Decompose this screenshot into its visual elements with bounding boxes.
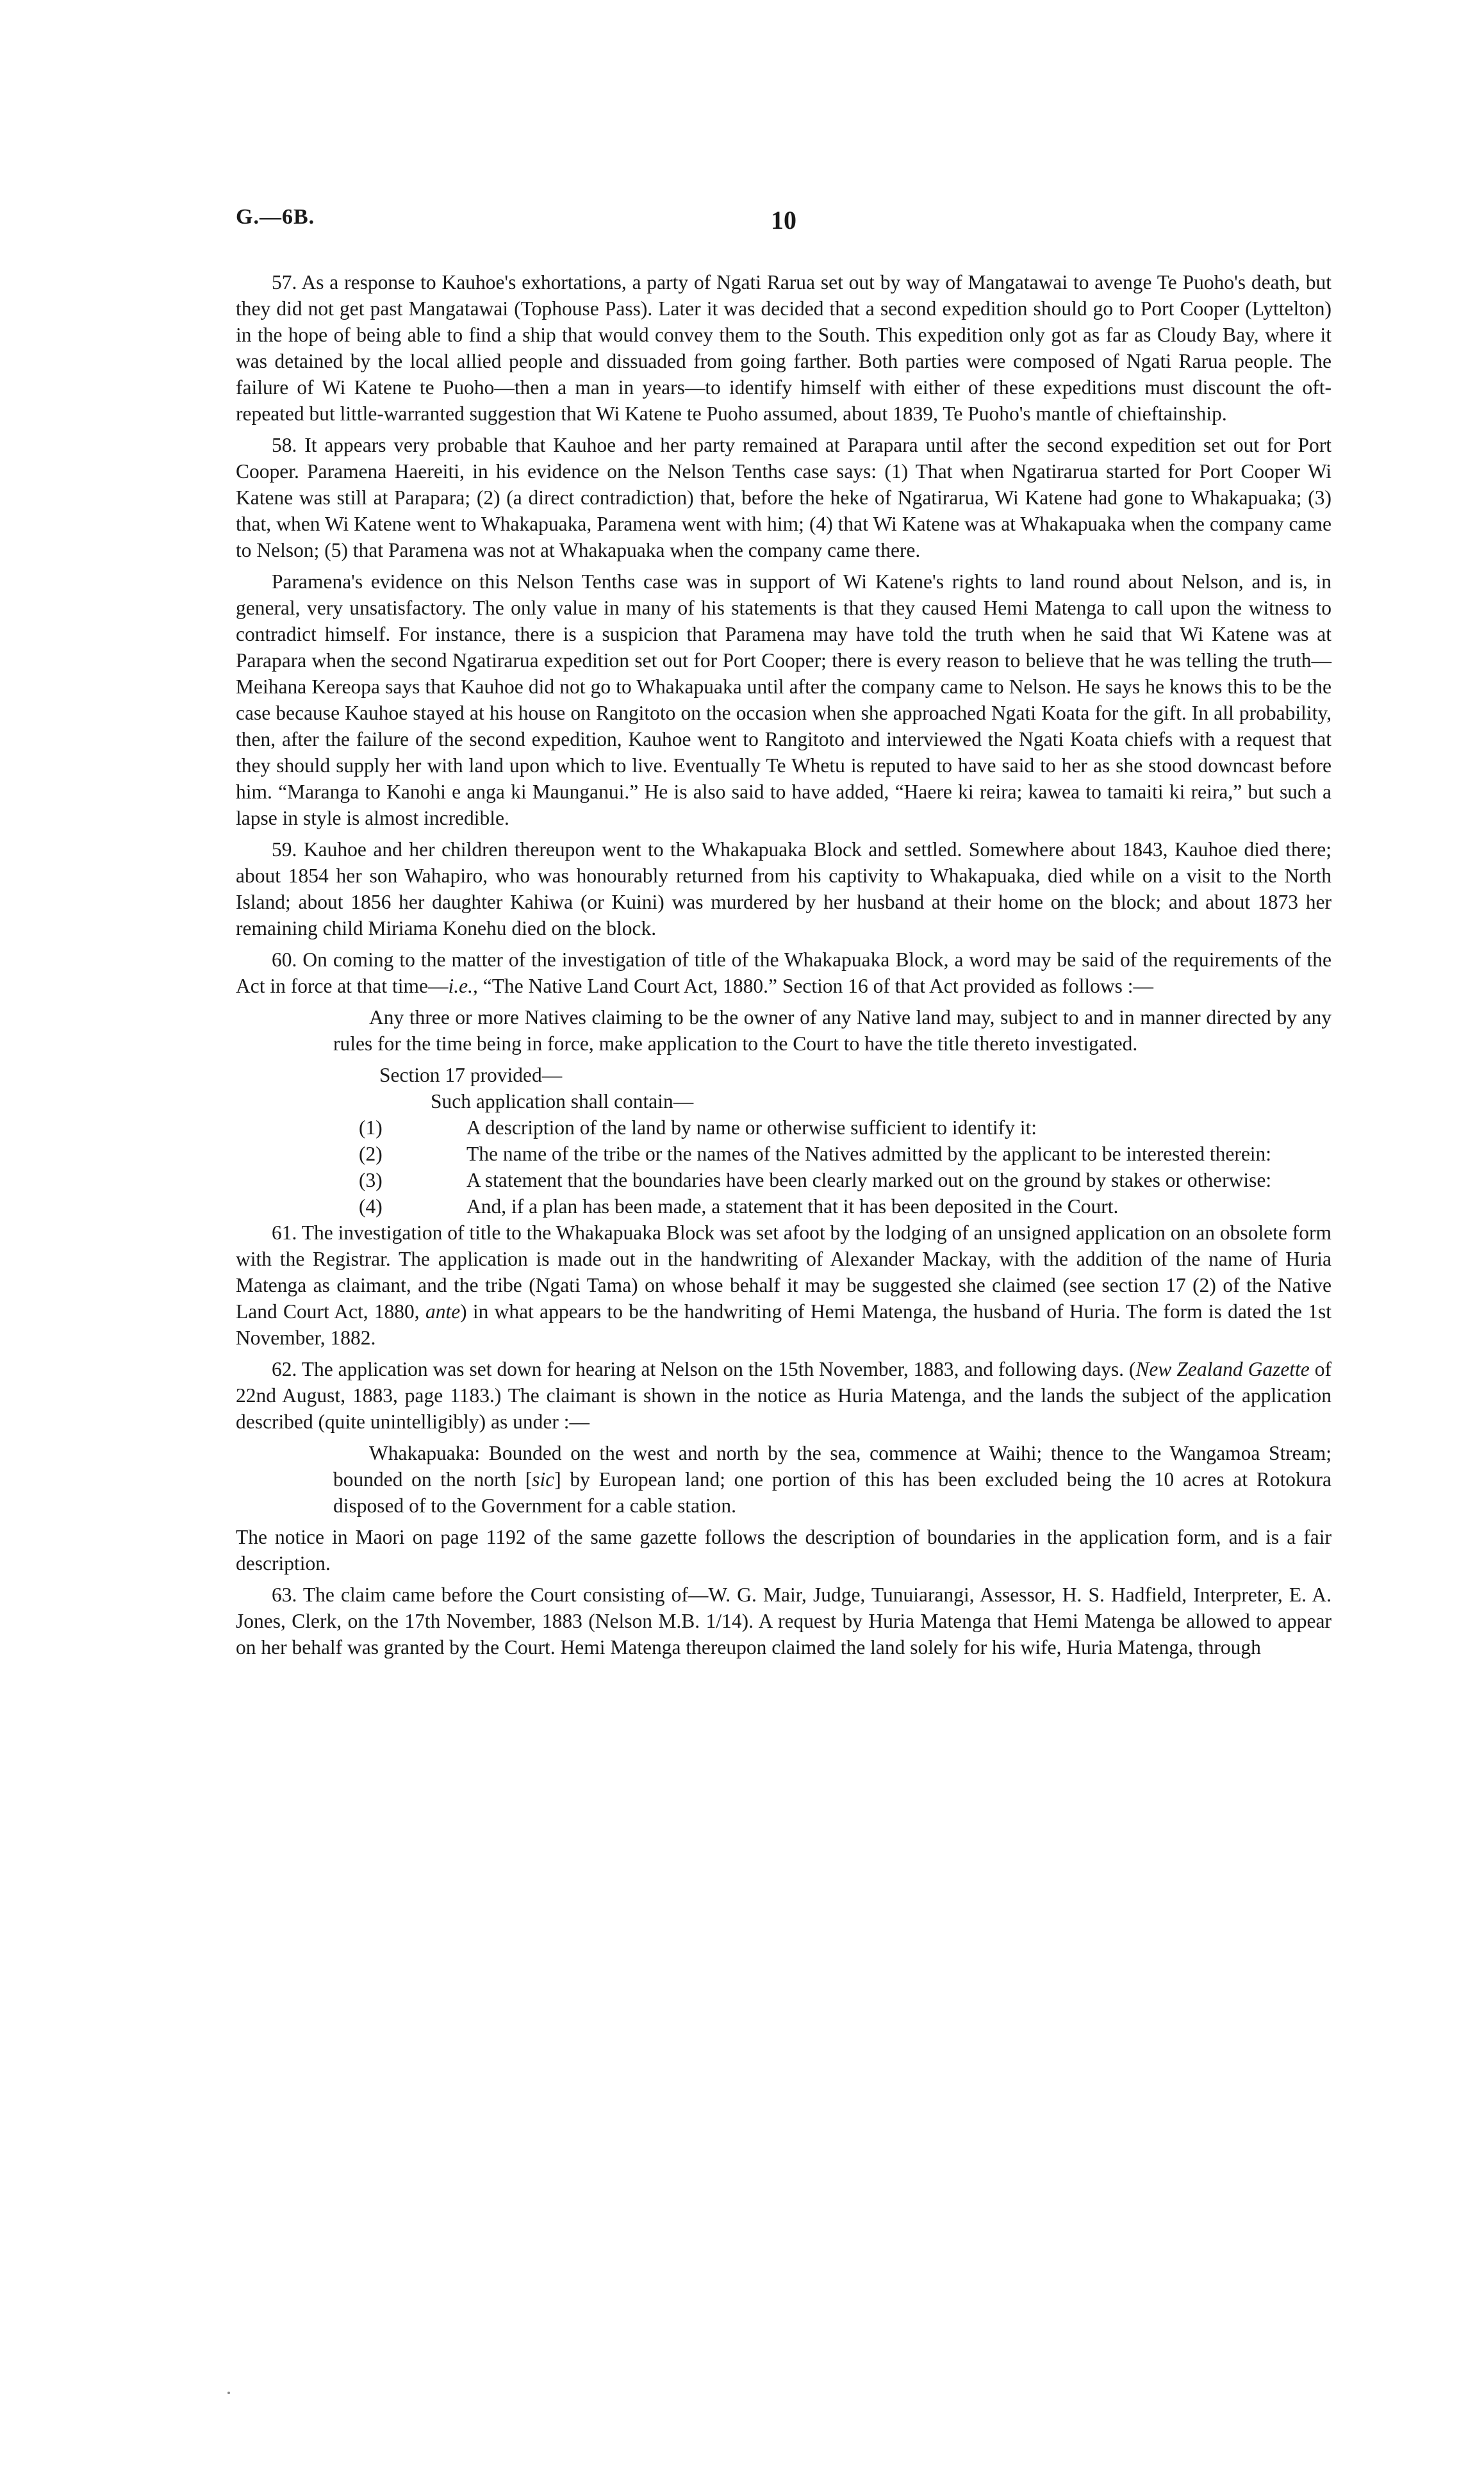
document-page bbox=[236, 205, 1331, 1666]
paragraph-57: 57. As a response to Kauhoe's exhortations, a party of Ngati Rarua set out by way of Mangatawai to avenge Te Puoho's death, but they did not get past Mangatawai (Tophouse Pass). Later it was decided that a second expedition should go to Port Cooper (Lyttelton) in the hope of being able to find a ship that would convey them to the South. This expedition only got as far as Cloudy Bay, where it was detained by the local allied people and dissuaded from going farther. Both parties were composed of Ngati Rarua people. The failure of Wi Katene te Puoho—then a man in years—to identify himself with either of these expeditions must discount the oft-repeated but little-warranted suggestion that Wi Katene te Puoho assumed, about 1839, Te Puoho's mantle of chieftainship. bbox=[236, 271, 1331, 425]
list-item-number: (4) bbox=[359, 1195, 383, 1218]
paragraph-62-text: 62. The application was set down for hearing at Nelson on the 15th November, 1883, and following days. ( bbox=[272, 1358, 1136, 1380]
section-17-list bbox=[236, 1114, 1331, 1220]
gazette-quote-text: Whakapuaka: Bounded on the west and north by the sea, commence at Waihi; thence to the Wangamoa Stream; bounded on the north [ bbox=[333, 1442, 1331, 1491]
list-item bbox=[359, 1141, 1331, 1167]
paragraph-62-continued: The notice in Maori on page 1192 of the same gazette follows the description of boundaries in the application form, and is a fair description. bbox=[236, 1526, 1331, 1575]
paragraph-62-text-end: of 22nd August, 1883, page 1183.) The claimant is shown in the notice as Huria Matenga, and the lands the subject of the application described (quite unintelligibly) as under :— bbox=[236, 1358, 1331, 1433]
list-item-text: A statement that the boundaries have been clearly marked out on the ground by stakes or otherwise: bbox=[466, 1169, 1272, 1191]
page-header bbox=[236, 205, 1331, 244]
paragraph-61 bbox=[236, 1220, 1331, 1351]
list-item bbox=[359, 1167, 1331, 1193]
list-item-number: (1) bbox=[359, 1116, 383, 1139]
paragraph-63: 63. The claim came before the Court consisting of—W. G. Mair, Judge, Tunuiarangi, Assessor, H. S. Hadfield, Interpreter, E. A. Jones, Clerk, on the 17th November, 1883 (Nelson M.B. 1/14). A request by Huria Matenga that Hemi Matenga be allowed to appear on her behalf was granted by the Court. Hemi Matenga thereupon claimed the land solely for his wife, Huria Matenga, through bbox=[236, 1584, 1331, 1658]
paragraph-62 bbox=[236, 1356, 1331, 1435]
list-item-text: A description of the land by name or otherwise sufficient to identify it: bbox=[466, 1116, 1037, 1139]
page-number: 10 bbox=[771, 206, 796, 235]
document-reference: G.—6B. bbox=[236, 205, 315, 229]
paragraph-60-text-end: “The Native Land Court Act, 1880.” Section 16 of that Act provided as follows :— bbox=[477, 975, 1154, 997]
list-item-text: And, if a plan has been made, a statement that it has been deposited in the Court. bbox=[466, 1195, 1119, 1218]
paragraph-61-ante: ante bbox=[425, 1300, 461, 1323]
paragraph-62-gazette: New Zealand Gazette bbox=[1135, 1358, 1310, 1380]
paragraph-58: 58. It appears very probable that Kauhoe and her party remained at Parapara until after the second expedition set out for Port Cooper. Paramena Haereiti, in his evidence on the Nelson Tenths case says: (1) That when Ngatirarua started for Port Cooper Wi Katene was still at Parapara; (2) (a direct contradiction) that, before the heke of Ngatirarua, Wi Katene had gone to Whakapuaka; (3) that, when Wi Katene went to Whakapuaka, Paramena went with him; (4) that Wi Katene was at Whakapuaka when the company came to Nelson; (5) that Paramena was not at Whakapuaka when the company came there. bbox=[236, 434, 1331, 561]
paragraph-61-text-end: ) in what appears to be the handwriting of Hemi Matenga, the husband of Huria. The form is dated the 1st November, 1882. bbox=[236, 1300, 1332, 1349]
section-16-quote: Any three or more Natives claiming to be the owner of any Native land may, subject to and in manner directed by any rules for the time being in force, make application to the Court to have the title thereto investigated. bbox=[333, 1006, 1331, 1055]
list-item-text: The name of the tribe or the names of the Natives admitted by the applicant to be interested therein: bbox=[466, 1143, 1272, 1165]
scan-speck bbox=[227, 2392, 230, 2394]
paragraph-58-continued: Paramena's evidence on this Nelson Tenths case was in support of Wi Katene's rights to land round about Nelson, and is, in general, very unsatisfactory. The only value in many of his statements is that they caused Hemi Matenga to call upon the witness to contradict himself. For instance, there is a suspicion that Paramena may have told the truth when he said that Wi Katene was at Parapara when the second Ngatirarua expedition set out for Port Cooper; there is every reason to believe that he was telling the truth—Meihana Kereopa says that Kauhoe did not go to Whakapuaka until after the company came to Nelson. He says he knows this to be the case because Kauhoe stayed at his house on Rangitoto on the occasion when she approached Ngati Koata for the gift. In all probability, then, after the failure of the second expedition, Kauhoe went to Rangitoto and interviewed the Ngati Koata chiefs with a request that they should supply her with land upon which to live. Eventually Te Whetu is reputed to have said to her as she stood downcast before him. “Maranga to Kanohi e anga ki Maunganui.” He is also said to have added, “Haere ki reira; kawea to tamaiti ki reira,” but such a lapse in style is almost incredible. bbox=[236, 570, 1331, 829]
paragraph-60-text: 60. On coming to the matter of the investigation of title of the Whakapuaka Block, a word may be said of the requirements of the Act in force at that time— bbox=[236, 948, 1331, 997]
paragraph-61-text: 61. The investigation of title to the Whakapuaka Block was set afoot by the lodging of an unsigned application on an obsolete form with the Registrar. The application is made out in the handwriting of Alexander Mackay, with the addition of the name of Huria Matenga as claimant, and the tribe (Ngati Tama) on whose behalf it may be suggested she claimed (see section 17 (2) of the Native Land Court Act, 1880, bbox=[236, 1221, 1331, 1323]
gazette-quote-text-end: ] by European land; one portion of this has been excluded being the 10 acres at Rotokura disposed of to the Government for a cable station. bbox=[333, 1468, 1331, 1517]
section-17-subheading: Such application shall contain— bbox=[431, 1090, 694, 1112]
gazette-quote-sic: sic bbox=[532, 1468, 555, 1491]
paragraph-60 bbox=[236, 947, 1331, 999]
paragraph-60-ie: i.e., bbox=[448, 975, 478, 997]
gazette-quote bbox=[333, 1440, 1331, 1519]
list-item-number: (3) bbox=[359, 1169, 383, 1191]
paragraph-59: 59. Kauhoe and her children thereupon went to the Whakapuaka Block and settled. Somewhere about 1843, Kauhoe died there; about 1854 her son Wahapiro, who was honourably returned from his captivity to Whakapuaka, died while on a visit to the North Island; about 1856 her daughter Kahiwa (or Kuini) was murdered by her husband at their home on the block; and about 1873 her remaining child Miriama Konehu died on the block. bbox=[236, 838, 1331, 939]
section-17-intro: Section 17 provided— bbox=[379, 1064, 563, 1086]
list-item bbox=[359, 1114, 1331, 1141]
list-item bbox=[359, 1193, 1331, 1220]
list-item-number: (2) bbox=[359, 1143, 383, 1165]
